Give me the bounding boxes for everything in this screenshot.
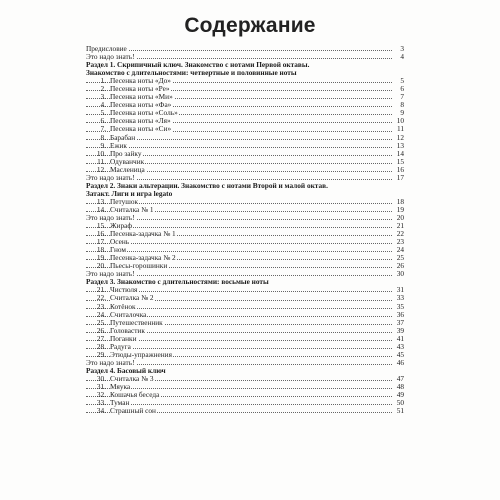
toc-entry-title: Песенка ноты «Ре» (110, 84, 170, 94)
toc-entry-number: 3. (100, 92, 106, 102)
section-title: Знакомство с длительностями: четвертные и половинные ноты (86, 68, 297, 78)
toc-entry-number: 22. (96, 293, 106, 303)
section-title: Раздел 2. Знаки альтерации. Знакомство с нотами Второй и малой октав. (86, 180, 328, 190)
toc-entry-title: Считалочка (110, 309, 147, 319)
toc-entry-number: 14. (96, 204, 106, 214)
toc-page-number: 51 (392, 407, 404, 415)
toc-entry-title: Это надо знать! (86, 269, 135, 279)
toc-entry-number: 4. (100, 100, 106, 110)
toc-entry-title: Жираф (110, 221, 133, 231)
toc-entry-number: 25. (96, 317, 106, 327)
dot-leader (86, 348, 392, 349)
toc-entry-number: 5. (100, 108, 106, 118)
toc-page-number: 3 (392, 45, 404, 53)
toc-page-number: 33 (392, 294, 404, 302)
toc-entry-number: 33. (96, 398, 106, 408)
toc-page-number: 23 (392, 238, 404, 246)
toc-entry-number: 32. (96, 390, 106, 400)
toc-entry (86, 134, 404, 142)
toc-entry-title: Песенка ноты «Ми» (110, 92, 173, 102)
toc-entry-title: Масленица (110, 164, 145, 174)
section-title: Затакт. Лиги и игра legato (86, 188, 173, 198)
toc-page-number: 7 (392, 93, 404, 101)
toc-entry-title: Песенка ноты «Фа» (110, 100, 172, 110)
toc-page-number: 12 (392, 134, 404, 142)
dot-leader (86, 251, 392, 252)
toc-page-number: 50 (392, 399, 404, 407)
table-of-contents (86, 45, 404, 415)
toc-entry-title: Поганки (110, 333, 137, 343)
toc-entry-number: 19. (96, 253, 106, 263)
toc-entry-number: 12. (96, 164, 106, 174)
toc-entry-number: 8. (100, 132, 106, 142)
toc-entry-title: Страшный сон (110, 406, 156, 416)
toc-entry-number: 31. (96, 381, 106, 391)
toc-page-number: 43 (392, 343, 404, 351)
dot-leader (86, 388, 392, 389)
toc-entry-number: 20. (96, 261, 106, 271)
toc-entry-number: 1. (100, 76, 106, 86)
toc-entry-title: Мяука (110, 381, 131, 391)
toc-entry-title: Радуга (110, 341, 131, 351)
toc-entry-number: 17. (96, 237, 106, 247)
toc-page-number: 11 (392, 125, 404, 133)
toc-entry-number: 15. (96, 221, 106, 231)
toc-page-number: 37 (392, 319, 404, 327)
toc-entry-number: 6. (100, 116, 106, 126)
toc-page-number: 19 (392, 206, 404, 214)
toc-entry-title: Барабан (110, 132, 136, 142)
toc-entry-title: Считалка № 2 (110, 293, 154, 303)
section-title: Раздел 4. Басовый ключ (86, 365, 166, 375)
toc-entry-number: 2. (100, 84, 106, 94)
toc-entry-number: 24. (96, 309, 106, 319)
toc-page-number: 30 (392, 270, 404, 278)
dot-leader (86, 404, 392, 405)
toc-entry-number: 18. (96, 245, 106, 255)
toc-entry-title: Про зайку (110, 148, 142, 158)
toc-entry-number: 21. (96, 285, 106, 295)
toc-entry-title: Гном (110, 245, 126, 255)
toc-page-number: 20 (392, 214, 404, 222)
section-title: Раздел 1. Скрипичный ключ. Знакомство с нотами Первой октавы. (86, 60, 310, 70)
toc-entry-title: Считалка № 1 (110, 204, 154, 214)
toc-entry-number: 27. (96, 333, 106, 343)
toc-entry-title: Песенка ноты «Ля» (110, 116, 171, 126)
toc-page-number: 10 (392, 117, 404, 125)
toc-entry-title: Песенка ноты «До» (110, 76, 171, 86)
toc-page-number: 24 (392, 246, 404, 254)
toc-entry-number: 10. (96, 148, 106, 158)
toc-page-number: 47 (392, 375, 404, 383)
toc-entry-title: Осень (110, 237, 130, 247)
toc-entry-number: 30. (96, 373, 106, 383)
toc-entry (86, 214, 404, 222)
toc-entry (86, 391, 404, 399)
toc-entry-title: Головастик (110, 325, 145, 335)
toc-entry-title: Туман (110, 398, 130, 408)
toc-entry-title: Это надо знать! (86, 212, 135, 222)
toc-entry-title: Путешественник (110, 317, 163, 327)
toc-entry-number: 13. (96, 196, 106, 206)
section-title: Раздел 3. Знакомство с длительностями: восьмые ноты (86, 277, 269, 287)
toc-page-number: 5 (392, 77, 404, 85)
dot-leader (86, 243, 392, 244)
toc-page-number: 45 (392, 351, 404, 359)
toc-entry-number: 34. (96, 406, 106, 416)
toc-entry-number: 23. (96, 301, 106, 311)
toc-entry-number: 26. (96, 325, 106, 335)
toc-page-number: 18 (392, 198, 404, 206)
toc-entry-title: Чистюля (110, 285, 138, 295)
toc-entry (86, 375, 404, 383)
toc-entry (86, 335, 404, 343)
toc-page-number: 6 (392, 85, 404, 93)
page-title: Содержание (184, 14, 316, 37)
toc-page-number: 14 (392, 150, 404, 158)
toc-page-number: 16 (392, 166, 404, 174)
toc-page-number: 35 (392, 303, 404, 311)
toc-entry-number: 7. (100, 124, 106, 134)
dot-leader (86, 50, 392, 51)
toc-entry-number: 28. (96, 341, 106, 351)
toc-page-number: 31 (392, 286, 404, 294)
toc-entry-number: 11. (97, 156, 106, 166)
toc-entry-number: 9. (100, 140, 106, 150)
toc-entry-title: Одуванчик (110, 156, 145, 166)
toc-entry-title: Песенка-задачка № 2 (110, 253, 176, 263)
toc-entry-title: Песенка ноты «Соль» (110, 108, 178, 118)
toc-page-number: 21 (392, 222, 404, 230)
toc-page-number: 22 (392, 230, 404, 238)
toc-entry (86, 230, 404, 238)
toc-page-number: 15 (392, 158, 404, 166)
toc-page-number: 49 (392, 391, 404, 399)
dot-leader (86, 147, 392, 148)
toc-entry-title: Этюды-упражнения (110, 349, 172, 359)
toc-entry-title: Петушок (110, 196, 139, 206)
toc-entry-number: 29. (96, 349, 106, 359)
toc-entry-title: Предисловие (86, 44, 127, 53)
toc-page-number: 26 (392, 262, 404, 270)
toc-entry-title: Песенка-задачка № 1 (110, 229, 176, 239)
toc-entry (86, 238, 404, 246)
toc-page-number: 13 (392, 142, 404, 150)
toc-page-number: 48 (392, 383, 404, 391)
toc-page-number: 41 (392, 335, 404, 343)
toc-page-number: 4 (392, 53, 404, 61)
toc-entry (86, 407, 404, 415)
toc-entry-title: Это надо знать! (86, 357, 135, 367)
toc-entry-title: Песенка ноты «Си» (110, 124, 172, 134)
toc-entry-title: Ежик (110, 140, 127, 150)
toc-page-number: 8 (392, 101, 404, 109)
toc-entry-title: Котёнок (110, 301, 136, 311)
toc-page-number: 17 (392, 174, 404, 182)
toc-page-number: 39 (392, 327, 404, 335)
toc-entry-title: Это надо знать! (86, 172, 135, 182)
toc-entry-title: Пьесы-горошинки (110, 261, 168, 271)
toc-entry-title: Это надо знать! (86, 52, 135, 62)
toc-page-number: 46 (392, 359, 404, 367)
toc-page-number: 9 (392, 109, 404, 117)
toc-entry-number: 16. (96, 229, 106, 239)
toc-entry-title: Считалка № 3 (110, 373, 154, 383)
toc-page-number: 25 (392, 254, 404, 262)
toc-entry-title: Кошачья беседа (110, 390, 160, 400)
toc-page-number: 36 (392, 311, 404, 319)
